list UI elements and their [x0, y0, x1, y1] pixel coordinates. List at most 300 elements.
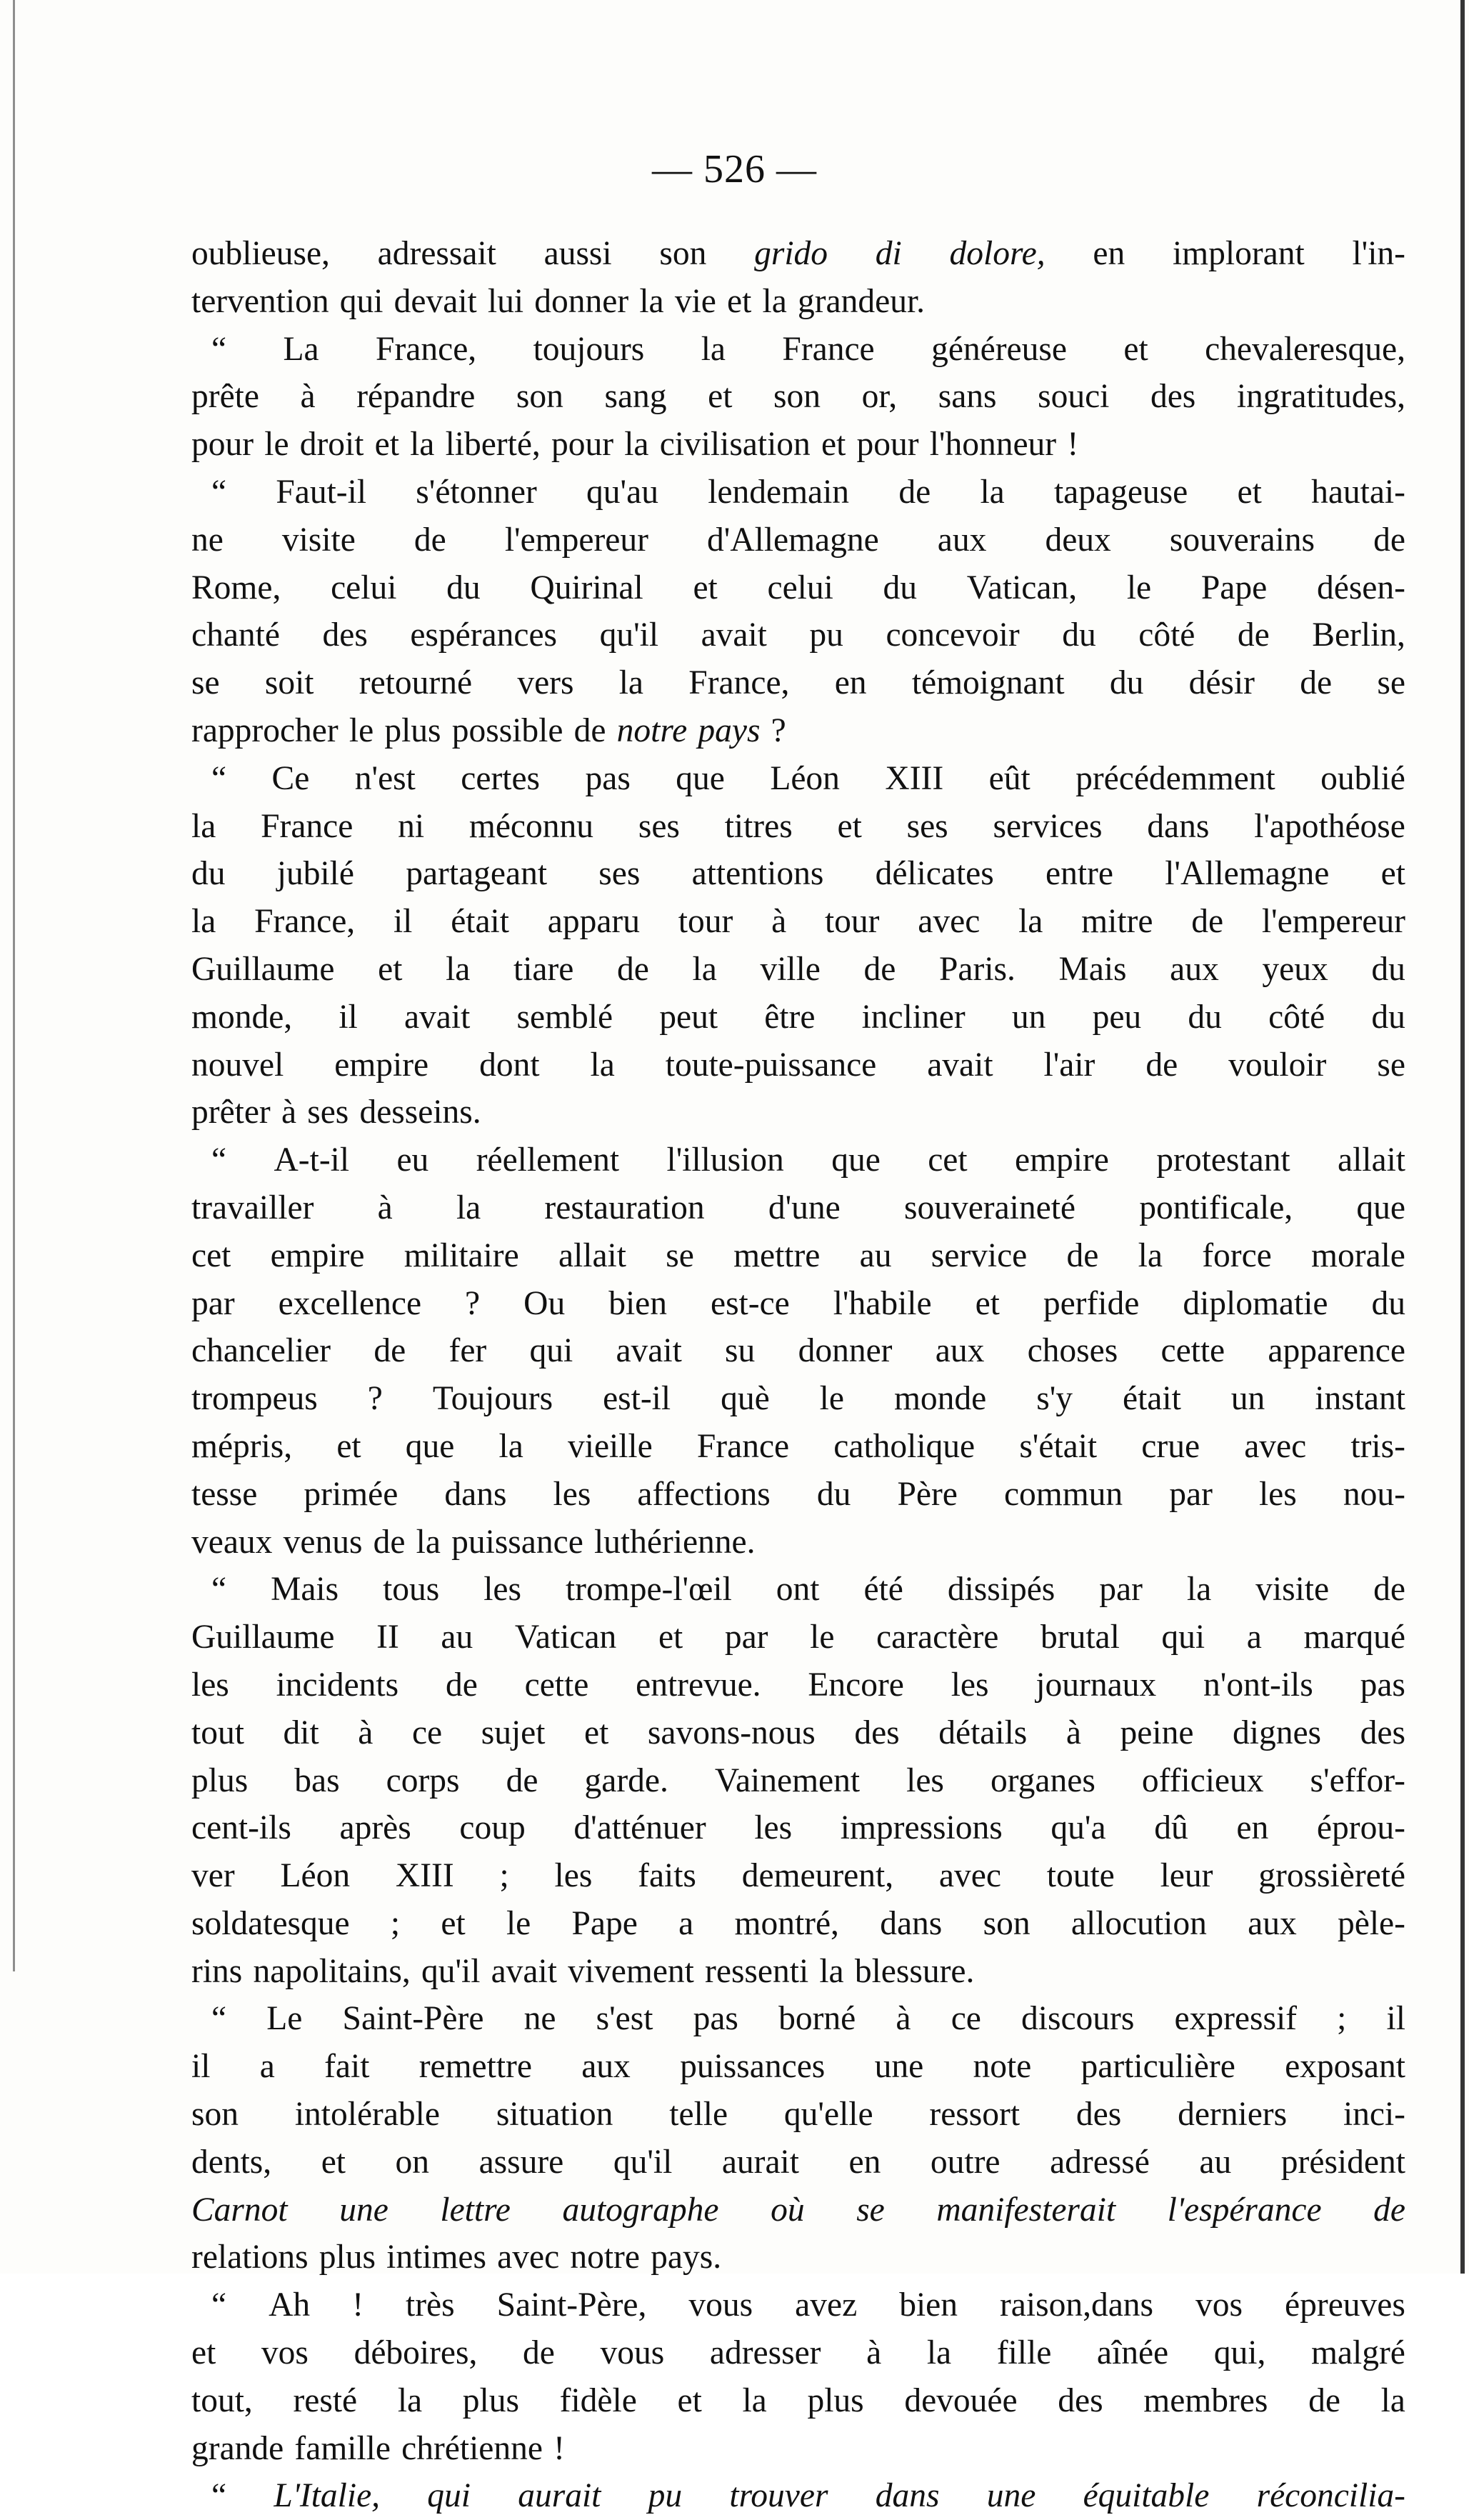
word: dignes: [1233, 1714, 1322, 1751]
word: marqué: [1303, 1619, 1405, 1656]
word: s'y: [1036, 1380, 1073, 1418]
word: grande: [191, 2429, 284, 2467]
word: monde: [893, 1380, 987, 1418]
word: des: [1360, 1714, 1405, 1751]
word: et: [374, 426, 399, 464]
word: précédemment: [1076, 759, 1275, 797]
word: du: [1062, 616, 1096, 654]
word: témoignant: [911, 664, 1065, 702]
word: avez: [795, 2286, 858, 2324]
word: partageant: [406, 855, 548, 893]
word: fille: [996, 2334, 1052, 2372]
word: particulière: [1081, 2048, 1235, 2086]
word: sans: [938, 378, 997, 416]
word: vous: [600, 2334, 665, 2372]
word: répandre: [356, 378, 476, 416]
word: perfide: [1043, 1284, 1140, 1322]
word: que: [1356, 1189, 1405, 1226]
word: n'est: [354, 759, 416, 797]
word: grandeur.: [797, 282, 926, 320]
word: aînée: [1096, 2334, 1169, 2372]
word: les: [554, 1857, 593, 1895]
word: peut: [659, 998, 718, 1036]
word: montré,: [734, 1904, 839, 1942]
word: se: [856, 2191, 885, 2229]
body-text: [191, 230, 1405, 2520]
word: des: [1150, 378, 1196, 416]
word: côté: [1138, 616, 1195, 654]
text-line: [191, 1041, 1405, 1089]
word: titres: [724, 807, 793, 845]
word: du: [1109, 664, 1144, 702]
word: cet: [928, 1141, 968, 1179]
word: les: [1258, 1475, 1297, 1513]
word: borné: [778, 2000, 856, 2038]
word: allait: [558, 1236, 626, 1274]
word: désen-: [1316, 569, 1405, 606]
word: ressenti: [705, 1952, 809, 1990]
word: di: [875, 235, 902, 272]
word: L'Italie,: [274, 2477, 381, 2515]
text-line: [191, 2234, 1405, 2281]
word: XIII: [885, 759, 944, 797]
word: un: [1011, 998, 1046, 1036]
word: le: [349, 711, 374, 749]
word: cet: [191, 1236, 231, 1274]
word: Encore: [808, 1666, 904, 1704]
word: les: [191, 1666, 229, 1704]
text-line: [191, 898, 1405, 946]
word: que: [405, 1427, 455, 1465]
word: déboires,: [354, 2334, 478, 2372]
word: la: [618, 664, 644, 702]
word: mépris,: [191, 1427, 293, 1465]
word: semblé: [516, 998, 613, 1036]
text-line: [191, 1948, 1405, 1996]
word: tapageuse: [1053, 473, 1188, 511]
text-line: [191, 373, 1405, 421]
word: de: [1373, 521, 1405, 559]
word: “: [211, 759, 227, 797]
word: Ah: [269, 2286, 311, 2324]
word: et: [693, 569, 718, 606]
word: la: [701, 330, 726, 368]
word: resté: [293, 2381, 358, 2419]
word: tout: [191, 1714, 244, 1751]
word: les: [553, 1475, 591, 1513]
word: et: [708, 378, 733, 416]
word: adresser: [709, 2334, 821, 2372]
text-line: [191, 2186, 1405, 2234]
word: telle: [669, 2096, 728, 2134]
word: vouloir: [1228, 1046, 1327, 1084]
word: derniers: [1178, 2096, 1288, 2134]
word: ;: [499, 1857, 509, 1895]
word: bien: [899, 2286, 958, 2324]
word: s'effor-: [1310, 1761, 1405, 1799]
word: faits: [638, 1857, 696, 1895]
text-line: [191, 2377, 1405, 2425]
word: impressions: [840, 1809, 1003, 1847]
word: a: [1246, 1619, 1262, 1656]
word: Mais: [271, 1571, 339, 1609]
word: cette: [1160, 1332, 1225, 1370]
word: ses: [598, 855, 641, 893]
word: dents,: [191, 2143, 272, 2181]
word: France: [782, 330, 875, 368]
word: l'air: [1043, 1046, 1096, 1084]
word: avait: [403, 998, 471, 1036]
word: Mais: [1058, 950, 1127, 988]
word: du: [191, 855, 226, 893]
word: dissipés: [947, 1571, 1056, 1609]
text-line: [191, 1519, 1405, 1566]
word: trompeus: [191, 1380, 318, 1418]
word: le: [819, 1380, 844, 1418]
word: que: [676, 759, 725, 797]
word: possible: [451, 711, 563, 749]
word: Saint-Père,: [496, 2286, 647, 2324]
word: la: [1138, 1236, 1163, 1274]
text-line: [191, 2425, 1405, 2473]
word: au: [441, 1619, 473, 1656]
word: espérances: [410, 616, 558, 654]
word: toute: [1046, 1857, 1115, 1895]
word: entrevue.: [636, 1666, 761, 1704]
text-line: [191, 1566, 1405, 1614]
scan-left-edge: [13, 0, 15, 1971]
word: toute-puissance: [665, 1046, 877, 1084]
word: Quirinal: [530, 569, 643, 606]
word: assure: [478, 2143, 564, 2181]
word: de: [1191, 903, 1224, 941]
word: manifesterait: [936, 2191, 1116, 2229]
word: à: [281, 1094, 297, 1131]
word: les: [483, 1571, 521, 1609]
word: une: [874, 2048, 924, 2086]
word: les: [906, 1761, 944, 1799]
word: le: [264, 426, 289, 464]
word: trouver: [729, 2477, 828, 2515]
text-line: [191, 2281, 1405, 2329]
word: délicates: [875, 855, 994, 893]
word: savons-nous: [647, 1714, 816, 1751]
word: vieille: [568, 1427, 653, 1465]
word: primée: [304, 1475, 398, 1513]
word: à: [896, 2000, 911, 2038]
word: Carnot: [191, 2191, 288, 2229]
word: s'était: [1019, 1427, 1098, 1465]
text-line: [191, 611, 1405, 659]
word: restauration: [544, 1189, 705, 1226]
word: puissance: [451, 1523, 583, 1561]
word: France,: [688, 664, 790, 702]
word: des: [1058, 2381, 1103, 2419]
word: l'empereur: [1261, 903, 1405, 941]
word: yeux: [1262, 950, 1328, 988]
word: souverains: [1169, 521, 1315, 559]
word: réellement: [476, 1141, 620, 1179]
word: était: [1123, 1380, 1181, 1418]
word: force: [1202, 1236, 1272, 1274]
word: tiare: [513, 950, 574, 988]
word: avec: [497, 2239, 560, 2276]
word: crue: [1141, 1427, 1200, 1465]
word: ?: [771, 711, 786, 749]
word: droit: [299, 426, 364, 464]
text-line: [191, 707, 1405, 755]
word: puissances: [680, 2048, 826, 2086]
word: mitre: [1081, 903, 1153, 941]
word: à: [1066, 1714, 1081, 1751]
word: ne: [191, 521, 224, 559]
word: au: [859, 1236, 892, 1274]
word: le: [506, 1904, 531, 1942]
word: était: [451, 903, 509, 941]
word: desseins.: [359, 1094, 481, 1131]
word: la: [624, 426, 649, 464]
word: pour: [856, 426, 919, 464]
word: ses: [906, 807, 948, 845]
word: “: [211, 1571, 227, 1609]
word: qu'il: [613, 2143, 673, 2181]
word: Vatican: [514, 1619, 617, 1656]
word: !: [1067, 426, 1079, 464]
word: napolitains,: [253, 1952, 411, 1990]
text-line: [191, 2043, 1405, 2091]
word: relations: [191, 2239, 309, 2276]
word: pèle-: [1337, 1904, 1405, 1942]
word: services: [993, 807, 1103, 845]
word: famille: [294, 2429, 391, 2467]
text-line: [191, 1184, 1405, 1232]
word: la: [416, 1523, 441, 1561]
word: pas: [693, 2000, 738, 2038]
word: donner: [534, 282, 629, 320]
word: du: [1371, 1284, 1405, 1322]
word: dit: [283, 1714, 319, 1751]
word: en: [834, 664, 867, 702]
text-line: [191, 1852, 1405, 1900]
word: plus: [191, 1761, 249, 1799]
word: souveraineté: [903, 1189, 1076, 1226]
word: peu: [1092, 998, 1142, 1036]
word: président: [1280, 2143, 1405, 2181]
word: ver: [191, 1857, 235, 1895]
text-line: [191, 1709, 1405, 1757]
word: la: [410, 426, 435, 464]
word: en: [1093, 235, 1125, 272]
word: équitable: [1083, 2477, 1210, 2515]
word: du: [816, 1475, 851, 1513]
word: incidents: [276, 1666, 399, 1704]
word: méconnu: [468, 807, 594, 845]
word: l'in-: [1352, 235, 1405, 272]
text-line: [191, 1804, 1405, 1852]
word: lettre: [440, 2191, 511, 2229]
word: apparence: [1268, 1332, 1405, 1370]
word: son: [659, 235, 707, 272]
word: dolore,: [949, 235, 1046, 272]
word: France,: [254, 903, 356, 941]
word: pas: [585, 759, 631, 797]
word: Vainement: [714, 1761, 861, 1799]
word: Faut-il: [276, 473, 367, 511]
word: liberté,: [445, 426, 541, 464]
word: hautai-: [1311, 473, 1405, 511]
word: l'habile: [833, 1284, 932, 1322]
word: l'illusion: [666, 1141, 784, 1179]
word: organes: [990, 1761, 1096, 1799]
word: de: [445, 1666, 478, 1704]
word: vos: [261, 2334, 309, 2372]
word: qu'elle: [783, 2096, 873, 2134]
word: tervention: [191, 282, 329, 320]
word: de: [373, 1523, 406, 1561]
word: trompe-l'œil: [565, 1571, 732, 1609]
word: chrétienne: [401, 2429, 543, 2467]
word: visite: [1255, 1571, 1330, 1609]
word: discours: [1021, 2000, 1135, 2038]
word: et: [441, 1904, 466, 1942]
word: la: [692, 950, 717, 988]
word: devait: [393, 282, 477, 320]
word: malgré: [1310, 2334, 1405, 2372]
word: monde,: [191, 998, 293, 1036]
word: incliner: [861, 998, 966, 1036]
word: aux: [937, 521, 987, 559]
word: dû: [1154, 1809, 1188, 1847]
word: chanté: [191, 616, 280, 654]
word: des: [1076, 2096, 1122, 2134]
word: lui: [487, 282, 524, 320]
word: coup: [459, 1809, 526, 1847]
word: la: [191, 807, 216, 845]
word: que: [831, 1141, 881, 1179]
word: vous: [688, 2286, 753, 2324]
word: affections: [637, 1475, 771, 1513]
text-line: [191, 1423, 1405, 1471]
word: qui: [339, 282, 383, 320]
text-line: [191, 1375, 1405, 1423]
word: journaux: [1036, 1666, 1157, 1704]
word: vos: [1195, 2286, 1243, 2324]
word: ?: [465, 1284, 481, 1322]
word: visite: [281, 521, 356, 559]
word: pontificale,: [1139, 1189, 1293, 1226]
word: or,: [861, 378, 898, 416]
word: peine: [1120, 1714, 1194, 1751]
word: deux: [1045, 521, 1111, 559]
word: le: [1126, 569, 1152, 606]
word: s'est: [596, 2000, 653, 2038]
word: demeurent,: [741, 1857, 894, 1895]
word: est-ce: [710, 1284, 790, 1322]
word: de: [573, 711, 606, 749]
word: ;: [390, 1904, 401, 1942]
word: les: [951, 1666, 989, 1704]
word: autographe: [562, 2191, 719, 2229]
word: attentions: [691, 855, 824, 893]
word: dans: [880, 1904, 943, 1942]
word: “: [211, 473, 227, 511]
word: très: [406, 2286, 455, 2324]
word: “: [211, 2000, 227, 2038]
word: plus: [319, 2239, 376, 2276]
word: bien: [608, 1284, 667, 1322]
word: notre: [616, 711, 688, 749]
word: d'une: [768, 1189, 841, 1226]
word: Léon: [280, 1857, 351, 1895]
word: pas: [1360, 1666, 1405, 1704]
word: service: [931, 1236, 1028, 1274]
word: XIII: [395, 1857, 454, 1895]
word: il: [1386, 2000, 1405, 2038]
word: de: [1300, 664, 1333, 702]
word: côté: [1268, 998, 1325, 1036]
word: sang: [604, 378, 667, 416]
word: aurait: [721, 2143, 799, 2181]
word: la: [191, 903, 216, 941]
word: où: [771, 2191, 805, 2229]
word: qu'il: [599, 616, 659, 654]
word: il: [339, 998, 358, 1036]
word: ville: [760, 950, 821, 988]
word: vie: [674, 282, 716, 320]
word: de: [523, 2334, 555, 2372]
word: France: [696, 1427, 790, 1465]
word: et: [1123, 330, 1148, 368]
word: la: [819, 1952, 844, 1990]
word: excellence: [278, 1284, 422, 1322]
word: prêter: [191, 1094, 271, 1131]
word: donner: [798, 1332, 893, 1370]
word: du: [1371, 998, 1405, 1036]
word: se: [191, 664, 220, 702]
word: qui: [1161, 1619, 1205, 1656]
word: protestant: [1156, 1141, 1290, 1179]
word: prête: [191, 378, 259, 416]
text-line: [191, 1757, 1405, 1805]
word: n'ont-ils: [1203, 1666, 1313, 1704]
text-line: [191, 1614, 1405, 1661]
word: par: [1099, 1571, 1143, 1609]
word: à: [358, 1714, 373, 1751]
word: d'Allemagne: [707, 521, 879, 559]
text-line: [191, 1232, 1405, 1280]
text-line: [191, 469, 1405, 516]
word: et: [584, 1714, 609, 1751]
word: avec: [1244, 1427, 1307, 1465]
word: se: [666, 1236, 694, 1274]
word: La: [283, 330, 319, 368]
word: “: [211, 2477, 227, 2515]
word: remettre: [418, 2048, 532, 2086]
word: concevoir: [886, 616, 1020, 654]
text-line: [191, 1327, 1405, 1375]
word: qui,: [1213, 2334, 1266, 2372]
word: retourné: [359, 664, 473, 702]
text-line: [191, 2329, 1405, 2377]
word: réconcilia-: [1256, 2477, 1405, 2515]
word: le: [810, 1619, 835, 1656]
word: bas: [294, 1761, 340, 1799]
word: et: [677, 2381, 702, 2419]
word: et: [1380, 855, 1405, 893]
word: de: [617, 950, 649, 988]
word: !: [553, 2429, 565, 2467]
word: Le: [266, 2000, 303, 2038]
